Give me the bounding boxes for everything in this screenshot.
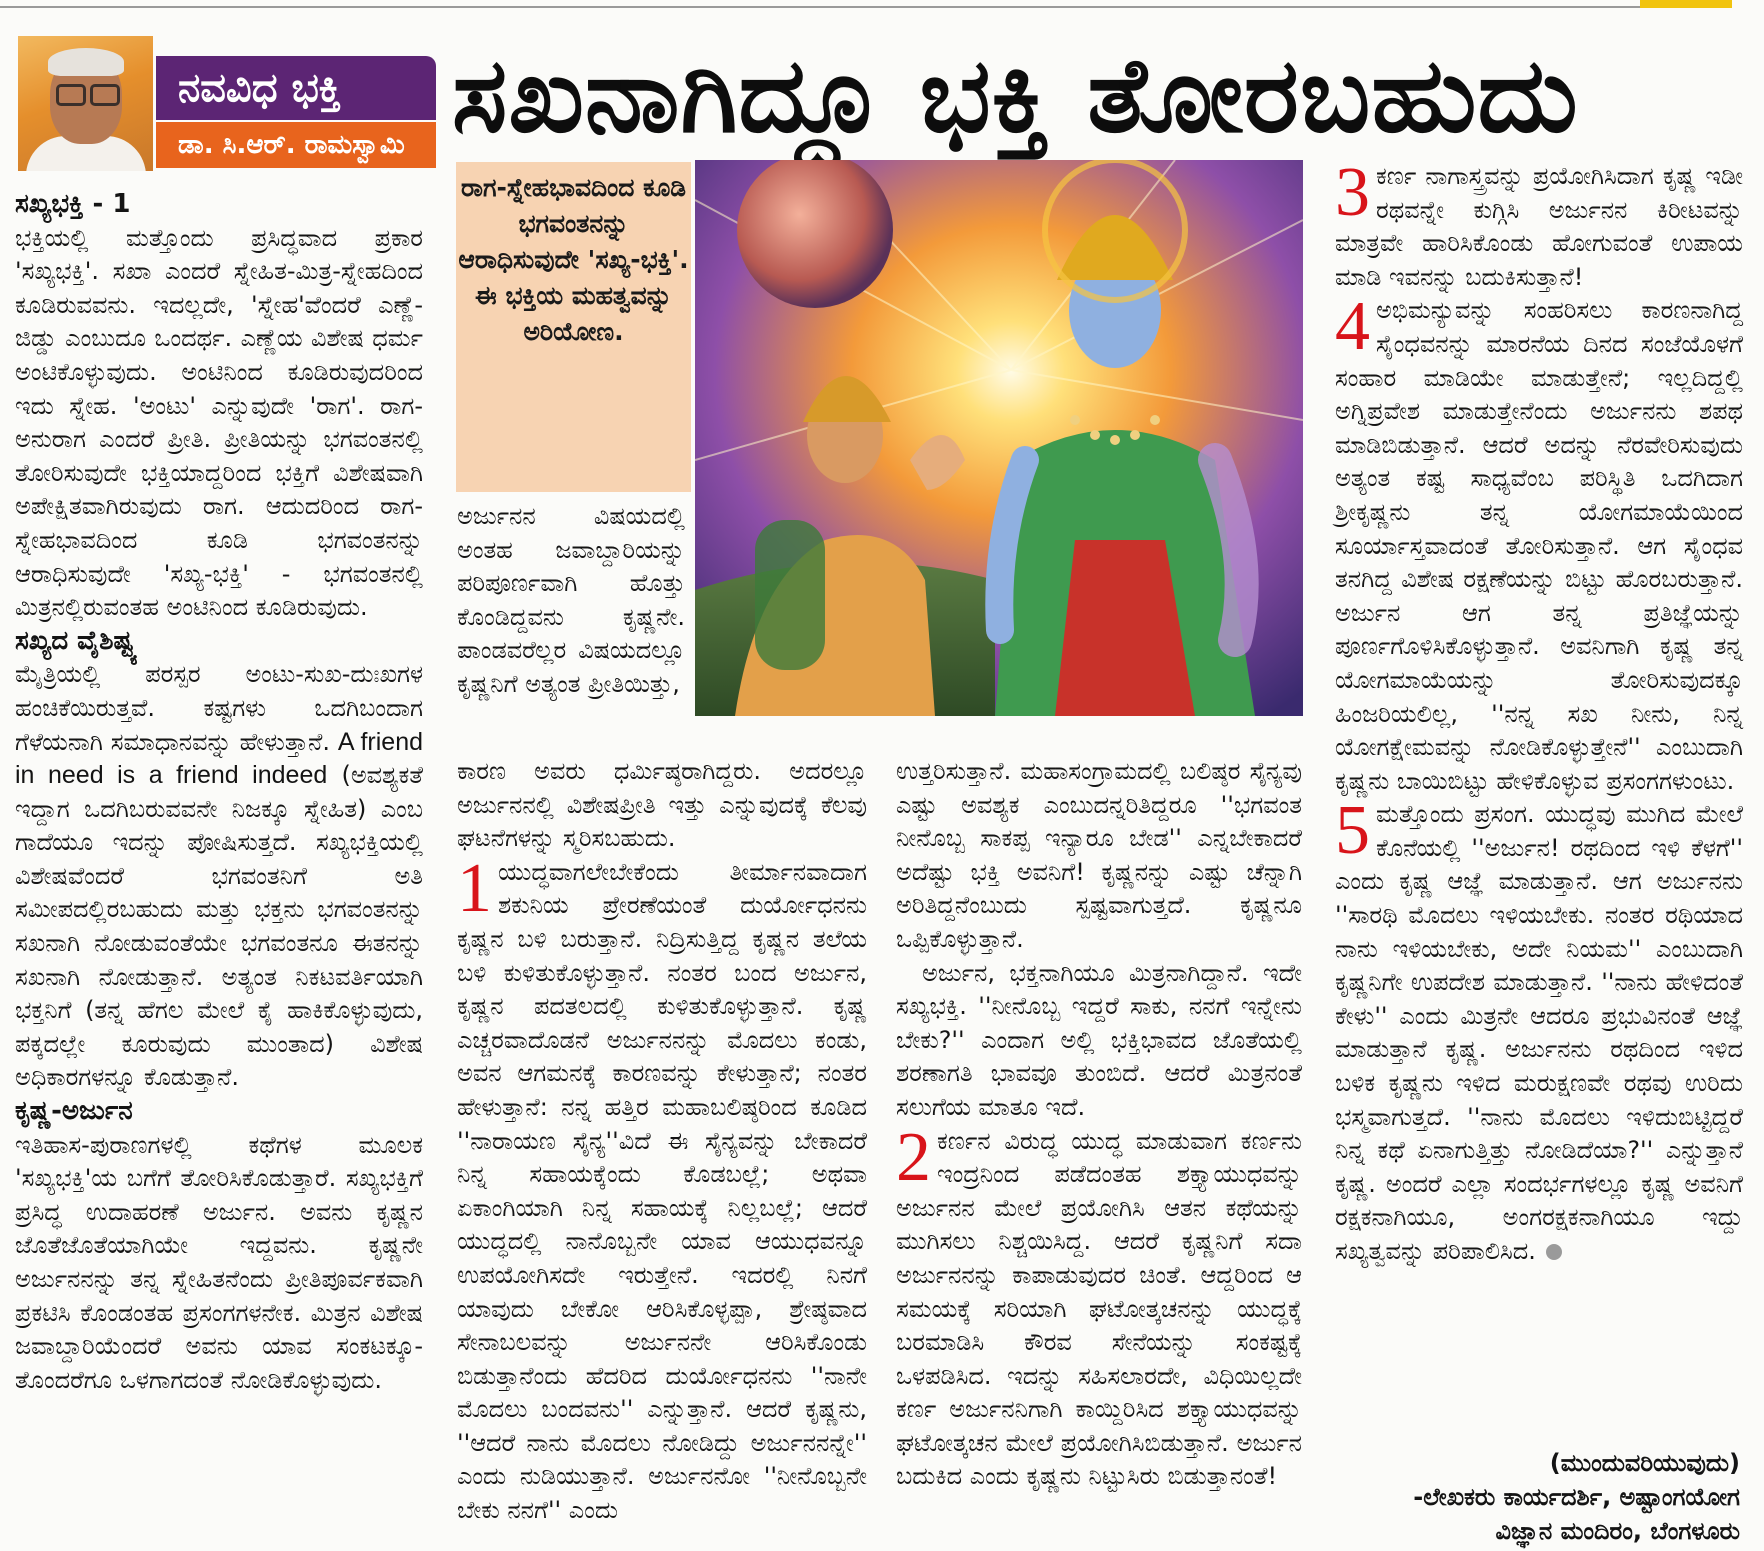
point-number: 1	[457, 849, 492, 927]
end-mark-icon	[1546, 1244, 1562, 1260]
paragraph: ಮೈತ್ರಿಯಲ್ಲಿ ಪರಸ್ಪರ ಅಂಟು-ಸುಖ-ದುಃಖಗಳ ಹಂಚಿಕೆಯಿರುತ್ತವೆ. ಕಷ್ಟಗಳು ಒದಗಿಬಂದಾಗ ಗೆಳೆಯನಾಗಿ ಸಮಾಧಾನವನ್ನು ಹೇಳುತ್ತಾನೆ. A friend in need is a friend indeed (ಅವಶ್ಯಕತೆ ಇದ್ದಾಗ ಒದಗಿಬರುವವನೇ ನಿಜಕ್ಕೂ ಸ್ನೇಹಿತ) ಎಂಬ ಗಾದೆಯೂ ಇದನ್ನು ಪೋಷಿಸುತ್ತದೆ. ಸಖ್ಯಭಕ್ತಿಯಲ್ಲಿ ವಿಶೇಷವೆಂದರೆ ಭಗವಂತನಿಗೆ ಅತಿ ಸಮೀಪದಲ್ಲಿರಬಹುದು ಮತ್ತು ಭಕ್ತನು ಭಗವಂತನನ್ನು ಸಖನಾಗಿ ನೋಡುವಂತೆಯೇ ಭಗವಂತನೂ ಈತನನ್ನು ಸಖನಾಗಿ ನೋಡುತ್ತಾನೆ. ಅತ್ಯಂತ ನಿಕಟವರ್ತಿಯಾಗಿ ಭಕ್ತನಿಗೆ (ತನ್ನ ಹೆಗಲ ಮೇಲೆ ಕೈ ಹಾಕಿಕೊಳ್ಳುವುದು, ಪಕ್ಕದಲ್ಲೇ ಕೂರುವುದು ಮುಂತಾದ) ವಿಶೇಷ ಅಧಿಕಾರಗಳನ್ನೂ ಕೊಡುತ್ತಾನೆ.	[15, 660, 423, 1092]
column-2-top	[457, 500, 685, 702]
paragraph: ಕಾರಣ ಅವರು ಧರ್ಮಿಷ್ಠರಾಗಿದ್ದರು. ಅದರಲ್ಲೂ ಅರ್ಜುನನಲ್ಲಿ ವಿಶೇಷಪ್ರೀತಿ ಇತ್ತು ಎನ್ನುವುದಕ್ಕೆ ಕೆಲವು ಘಟನೆಗಳನ್ನು ಸ್ಮರಿಸಬಹುದು.	[457, 757, 867, 853]
point-number: 3	[1335, 154, 1370, 231]
paragraph: 4 ಅಭಿಮನ್ಯುವನ್ನು ಸಂಹರಿಸಲು ಕಾರಣನಾಗಿದ್ದ ಸೈಂಧವನನ್ನು ಮಾರನೆಯ ದಿನದ ಸಂಜೆಯೊಳಗೆ ಸಂಹಾರ ಮಾಡಿಯೇ ಮಾಡುತ್ತೇನೆ; ಇಲ್ಲದಿದ್ದಲ್ಲಿ ಅಗ್ನಿಪ್ರವೇಶ ಮಾಡುತ್ತೇನೆಂದು ಅರ್ಜುನನು ಶಪಥ ಮಾಡಿಬಿಡುತ್ತಾನೆ. ಆದರೆ ಅದನ್ನು ನೆರವೇರಿಸುವುದು ಅತ್ಯಂತ ಕಷ್ಟ ಸಾಧ್ಯವೆಂಬ ಪರಿಸ್ಥಿತಿ ಒದಗಿದಾಗ ಶ್ರೀಕೃಷ್ಣನು ತನ್ನ ಯೋಗಮಾಯೆಯಿಂದ ಸೂರ್ಯಾಸ್ತವಾದಂತೆ ತೋರಿಸುತ್ತಾನೆ. ಆಗ ಸೈಂಧವ ತನಗಿದ್ದ ವಿಶೇಷ ರಕ್ಷಣೆಯನ್ನು ಬಿಟ್ಟು ಹೊರಬರುತ್ತಾನೆ. ಅರ್ಜುನ ಆಗ ತನ್ನ ಪ್ರತಿಜ್ಞೆಯನ್ನು ಪೂರ್ಣಗೊಳಿಸಿಕೊಳ್ಳುತ್ತಾನೆ. ಅವನಿಗಾಗಿ ಕೃಷ್ಣ ತನ್ನ ಯೋಗಮಾಯೆಯನ್ನು ತೋರಿಸುವುದಕ್ಕೂ ಹಿಂಜರಿಯಲಿಲ್ಲ, ''ನನ್ನ ಸಖ ನೀನು, ನಿನ್ನ ಯೋಗಕ್ಷೇಮವನ್ನು ನೋಡಿಕೊಳ್ಳುತ್ತೇನೆ'' ಎಂಬುದಾಗಿ ಕೃಷ್ಣನು ಬಾಯಿಬಿಟ್ಟು ಹೇಳಿಕೊಳ್ಳುವ ಪ್ರಸಂಗಗಳುಂಟು.	[1335, 288, 1743, 795]
column-1	[15, 188, 423, 1397]
point-number: 2	[896, 1118, 931, 1196]
english-proverb: A friend in need is a friend indeed	[15, 727, 423, 790]
author-box	[18, 36, 418, 171]
subhead-sakhya-bhakti: ಸಖ್ಯಭಕ್ತಿ - 1	[15, 189, 131, 219]
subhead-krishna-arjuna: ಕೃಷ್ಣ-ಅರ್ಜುನ	[15, 1096, 133, 1127]
series-label: ನವವಿಧ ಭಕ್ತಿ	[156, 56, 436, 120]
point-number: 5	[1335, 792, 1370, 870]
paragraph: ಅರ್ಜುನ, ಭಕ್ತನಾಗಿಯೂ ಮಿತ್ರನಾಗಿದ್ದಾನೆ. ಇದೇ ಸಖ್ಯಭಕ್ತಿ. ''ನೀನೊಬ್ಬ ಇದ್ದರೆ ಸಾಕು, ನನಗೆ ಇನ್ನೇನು ಬೇಕು?'' ಎಂದಾಗ ಅಲ್ಲಿ ಭಕ್ತಿಭಾವದ ಜೊತೆಯಲ್ಲಿ ಶರಣಾಗತಿ ಭಾವವೂ ತುಂಬಿದೆ. ಆದರೆ ಮಿತ್ರನಂತೆ ಸಲುಗೆಯ ಮಾತೂ ಇದೆ.	[896, 958, 1302, 1121]
headline: ಸಖನಾಗಿದ್ದೂ ಭಕ್ತಿ ತೋರಬಹುದು	[452, 34, 1579, 156]
paragraph: ಇತಿಹಾಸ-ಪುರಾಣಗಳಲ್ಲಿ ಕಥೆಗಳ ಮೂಲಕ 'ಸಖ್ಯಭಕ್ತಿ'ಯ ಬಗೆಗೆ ತೋರಿಸಿಕೊಡುತ್ತಾರೆ. ಸಖ್ಯಭಕ್ತಿಗೆ ಪ್ರಸಿದ್ಧ ಉದಾಹರಣೆ ಅರ್ಜುನ. ಅವನು ಕೃಷ್ಣನ ಜೊತೆಜೊತೆಯಾಗಿಯೇ ಇದ್ದವನು. ಕೃಷ್ಣನೇ ಅರ್ಜುನನನ್ನು ತನ್ನ ಸ್ನೇಹಿತನೆಂದು ಪ್ರೀತಿಪೂರ್ವಕವಾಗಿ ಪ್ರಕಟಿಸಿ ಕೊಂಡಂತಹ ಪ್ರಸಂಗಗಳನೇಕ. ಮಿತ್ರನ ವಿಶೇಷ ಜವಾಬ್ದಾರಿಯೆಂದರೆ ಅವನು ಯಾವ ಸಂಕಟಕ್ಕೂ-ತೊಂದರೆಗೂ ಒಳಗಾಗದಂತೆ ನೋಡಿಕೊಳ್ಳುವುದು.	[15, 1130, 423, 1394]
author-designation: -ಲೇಖಕರು ಕಾರ್ಯದರ್ಶಿ, ಅಷ್ಟಾಂಗಯೋಗ	[1413, 1483, 1740, 1511]
author-photo	[18, 36, 153, 171]
column-3	[896, 755, 1302, 1494]
column-4	[1335, 154, 1743, 1269]
paragraph: 1 ಯುದ್ಧವಾಗಲೇಬೇಕೆಂದು ತೀರ್ಮಾನವಾದಾಗ ಶಕುನಿಯ ಪ್ರೇರಣೆಯಂತೆ ದುರ್ಯೋಧನನು ಕೃಷ್ಣನ ಬಳಿ ಬರುತ್ತಾನೆ. ನಿದ್ರಿಸುತ್ತಿದ್ದ ಕೃಷ್ಣನ ತಲೆಯ ಬಳಿ ಕುಳಿತುಕೊಳ್ಳುತ್ತಾನೆ. ನಂತರ ಬಂದ ಅರ್ಜುನ, ಕೃಷ್ಣನ ಪದತಲದಲ್ಲಿ ಕುಳಿತುಕೊಳ್ಳುತ್ತಾನೆ. ಕೃಷ್ಣ ಎಚ್ಚರವಾದೊಡನೆ ಅರ್ಜುನನನ್ನು ಮೊದಲು ಕಂಡು, ಅವನ ಆಗಮನಕ್ಕೆ ಕಾರಣವನ್ನು ಕೇಳುತ್ತಾನೆ; ನಂತರ ಹೇಳುತ್ತಾನೆ: ನನ್ನ ಹತ್ತಿರ ಮಹಾಬಲಿಷ್ಠರಿಂದ ಕೂಡಿದ ''ನಾರಾಯಣ ಸೈನ್ಯ''ವಿದೆ ಈ ಸೈನ್ಯವನ್ನು ಬೇಕಾದರೆ ನಿನ್ನ ಸಹಾಯಕ್ಕೆಂದು ಕೊಡಬಲ್ಲೆ; ಅಥವಾ ಏಕಾಂಗಿಯಾಗಿ ನಿನ್ನ ಸಹಾಯಕ್ಕೆ ನಿಲ್ಲಬಲ್ಲೆ; ಆದರೆ ಯುದ್ಧದಲ್ಲಿ ನಾನೊಬ್ಬನೇ ಯಾವ ಆಯುಧವನ್ನೂ ಉಪಯೋಗಿಸದೇ ಇರುತ್ತೇನೆ. ಇದರಲ್ಲಿ ನಿನಗೆ ಯಾವುದು ಬೇಕೋ ಆರಿಸಿಕೊಳ್ಳಪ್ಪಾ, ಶ್ರೇಷ್ಠವಾದ ಸೇನಾಬಲವನ್ನು ಅರ್ಜುನನೇ ಆರಿಸಿಕೊಂಡು ಬಿಡುತ್ತಾನೆಂದು ಹೆದರಿದ ದುರ್ಯೋಧನನು ''ನಾನೇ ಮೊದಲು ಬಂದವನು'' ಎನ್ನುತ್ತಾನೆ. ಆದರೆ ಕೃಷ್ಣನು, ''ಆದರೆ ನಾನು ಮೊದಲು ನೋಡಿದ್ದು ಅರ್ಜುನನನ್ನೇ'' ಎಂದು ನುಡಿಯುತ್ತಾನೆ. ಅರ್ಜುನನೋ ''ನೀನೊಬ್ಬನೇ ಬೇಕು ನನಗೆ'' ಎಂದು	[457, 849, 867, 1525]
top-color-bar	[1640, 0, 1732, 8]
paragraph: 5 ಮತ್ತೊಂದು ಪ್ರಸಂಗ. ಯುದ್ಧವು ಮುಗಿದ ಮೇಲೆ ಕೊನೆಯಲ್ಲಿ ''ಅರ್ಜುನ! ರಥದಿಂದ ಇಳಿ ಕೆಳಗೆ'' ಎಂದು ಕೃಷ್ಣ ಆಜ್ಞೆ ಮಾಡುತ್ತಾನೆ. ಆಗ ಅರ್ಜುನನು ''ಸಾರಥಿ ಮೊದಲು ಇಳಿಯಬೇಕು. ನಂತರ ರಥಿಯಾದ ನಾನು ಇಳಿಯಬೇಕು, ಅದೇ ನಿಯಮ'' ಎಂಬುದಾಗಿ ಕೃಷ್ಣನಿಗೇ ಉಪದೇಶ ಮಾಡುತ್ತಾನೆ. ''ನಾನು ಹೇಳಿದಂತೆ ಕೇಳು'' ಎಂದು ಮಿತ್ರನೇ ಆದರೂ ಪ್ರಭುವಿನಂತೆ ಆಜ್ಞೆ ಮಾಡುತ್ತಾನೆ ಕೃಷ್ಣ. ಅರ್ಜುನನು ರಥದಿಂದ ಇಳಿದ ಬಳಿಕ ಕೃಷ್ಣನು ಇಳಿದ ಮರುಕ್ಷಣವೇ ರಥವು ಉರಿದು ಭಸ್ಮವಾಗುತ್ತದೆ. ''ನಾನು ಮೊದಲು ಇಳಿದುಬಿಟ್ಟಿದ್ದರೆ ನಿನ್ನ ಕಥೆ ಏನಾಗುತ್ತಿತ್ತು ನೋಡಿದೆಯಾ?'' ಎನ್ನುತ್ತಾನೆ ಕೃಷ್ಣ. ಅಂದರೆ ಎಲ್ಲಾ ಸಂದರ್ಭಗಳಲ್ಲೂ ಕೃಷ್ಣ ಅವನಿಗೆ ರಕ್ಷಕನಾಗಿಯೂ, ಅಂಗರಕ್ಷಕನಾಗಿಯೂ ಇದ್ದು ಸಖ್ಯತ್ವವನ್ನು ಪರಿಪಾಲಿಸಿದ.	[1335, 792, 1743, 1265]
paragraph: ಅರ್ಜುನನ ವಿಷಯದಲ್ಲಿ ಅಂತಹ ಜವಾಬ್ದಾರಿಯನ್ನು ಪರಿಪೂರ್ಣವಾಗಿ ಹೊತ್ತು ಕೊಂಡಿದ್ದವನು ಕೃಷ್ಣನೇ. ಪಾಂಡವರೆಲ್ಲರ ವಿಷಯದಲ್ಲೂ ಕೃಷ್ಣನಿಗೆ ಅತ್ಯಂತ ಪ್ರೀತಿಯಿತ್ತು,	[457, 502, 685, 698]
subhead-sakhya-feature: ಸಖ್ಯದ ವೈಶಿಷ್ಟ್ಯ	[15, 625, 138, 656]
column-2	[457, 755, 867, 1528]
continued-note: (ಮುಂದುವರಿಯುವುದು)	[1549, 1449, 1740, 1477]
author-institution: ವಿಜ್ಞಾನ ಮಂದಿರಂ, ಬೆಂಗಳೂರು	[1495, 1517, 1740, 1545]
author-name: ಡಾ. ಸಿ.ಆರ್. ರಾಮಸ್ವಾಮಿ	[156, 122, 436, 168]
paragraph: ಉತ್ತರಿಸುತ್ತಾನೆ. ಮಹಾಸಂಗ್ರಾಮದಲ್ಲಿ ಬಲಿಷ್ಠರ ಸೈನ್ಯವು ಎಷ್ಟು ಅವಶ್ಯಕ ಎಂಬುದನ್ನರಿತಿದ್ದರೂ ''ಭಗವಂತ ನೀನೊಬ್ಬ ಸಾಕಪ್ಪ ಇನ್ಯಾರೂ ಬೇಡ'' ಎನ್ನಬೇಕಾದರೆ ಅದೆಷ್ಟು ಭಕ್ತಿ ಅವನಿಗೆ! ಕೃಷ್ಣನನ್ನು ಎಷ್ಟು ಚೆನ್ನಾಗಿ ಅರಿತಿದ್ದನೆಂಬುದು ಸ್ಪಷ್ಟವಾಗುತ್ತದೆ. ಕೃಷ್ಣನೂ ಒಪ್ಪಿಕೊಳ್ಳುತ್ತಾನೆ.	[896, 757, 1302, 953]
paragraph: 2 ಕರ್ಣನ ವಿರುದ್ಧ ಯುದ್ಧ ಮಾಡುವಾಗ ಕರ್ಣನು ಇಂದ್ರನಿಂದ ಪಡೆದಂತಹ ಶಕ್ತ್ಯಾಯುಧವನ್ನು ಅರ್ಜುನನ ಮೇಲೆ ಪ್ರಯೋಗಿಸಿ ಆತನ ಕಥೆಯನ್ನು ಮುಗಿಸಲು ನಿಶ್ಚಯಿಸಿದ್ದ. ಆದರೆ ಕೃಷ್ಣನಿಗೆ ಸದಾ ಅರ್ಜುನನನ್ನು ಕಾಪಾಡುವುದರ ಚಿಂತೆ. ಆದ್ದರಿಂದ ಆ ಸಮಯಕ್ಕೆ ಸರಿಯಾಗಿ ಘಟೋತ್ಕಚನನ್ನು ಯುದ್ಧಕ್ಕೆ ಬರಮಾಡಿಸಿ ಕೌರವ ಸೇನೆಯನ್ನು ಸಂಕಷ್ಟಕ್ಕೆ ಒಳಪಡಿಸಿದ. ಇದನ್ನು ಸಹಿಸಲಾರದೇ, ವಿಧಿಯಿಲ್ಲದೇ ಕರ್ಣ ಅರ್ಜುನನಿಗಾಗಿ ಕಾಯ್ದಿರಿಸಿದ ಶಕ್ತ್ಯಾಯುಧವನ್ನು ಘಟೋತ್ಕಚನ ಮೇಲೆ ಪ್ರಯೋಗಿಸಿಬಿಡುತ್ತಾನೆ. ಅರ್ಜುನ ಬದುಕಿದ ಎಂದು ಕೃಷ್ಣನು ನಿಟ್ಟುಸಿರು ಬಿಡುತ್ತಾನಂತೆ!	[896, 1118, 1302, 1491]
pull-quote: ರಾಗ-ಸ್ನೇಹಭಾವದಿಂದ ಕೂಡಿ ಭಗವಂತನನ್ನು ಆರಾಧಿಸುವುದೇ 'ಸಖ್ಯ-ಭಕ್ತಿ'. ಈ ಭಕ್ತಿಯ ಮಹತ್ವವನ್ನು ಅರಿಯೋಣ.	[456, 162, 691, 492]
signoff	[1330, 1446, 1740, 1548]
paragraph: 3 ಕರ್ಣ ನಾಗಾಸ್ತ್ರವನ್ನು ಪ್ರಯೋಗಿಸಿದಾಗ ಕೃಷ್ಣ ಇಡೀ ರಥವನ್ನೇ ಕುಗ್ಗಿಸಿ ಅರ್ಜುನನ ಕಿರೀಟವನ್ನು ಮಾತ್ರವೇ ಹಾರಿಸಿಕೊಂಡು ಹೋಗುವಂತೆ ಉಪಾಯ ಮಾಡಿ ಇವನನ್ನು ಬದುಕಿಸುತ್ತಾನೆ!	[1335, 154, 1743, 291]
point-number: 4	[1335, 288, 1370, 366]
krishna-arjuna-illustration	[695, 160, 1303, 716]
top-rule	[0, 6, 1640, 8]
paragraph: ಭಕ್ತಿಯಲ್ಲಿ ಮತ್ತೊಂದು ಪ್ರಸಿದ್ಧವಾದ ಪ್ರಕಾರ 'ಸಖ್ಯಭಕ್ತಿ'. ಸಖಾ ಎಂದರೆ ಸ್ನೇಹಿತ-ಮಿತ್ರ-ಸ್ನೇಹದಿಂದ ಕೂಡಿರುವವನು. ಇದಲ್ಲದೇ, 'ಸ್ನೇಹ'ವೆಂದರೆ ಎಣ್ಣೆ-ಜಿಡ್ಡು ಎಂಬುದೂ ಒಂದರ್ಥ. ಎಣ್ಣೆಯ ವಿಶೇಷ ಧರ್ಮ ಅಂಟಿಕೊಳ್ಳುವುದು. ಅಂಟಿನಿಂದ ಕೂಡಿರುವುದರಿಂದ ಇದು ಸ್ನೇಹ. 'ಅಂಟು' ಎನ್ನುವುದೇ 'ರಾಗ'. ರಾಗ-ಅನುರಾಗ ಎಂದರೆ ಪ್ರೀತಿ. ಪ್ರೀತಿಯನ್ನು ಭಗವಂತನಲ್ಲಿ ತೋರಿಸುವುದೇ ಭಕ್ತಿಯಾದ್ದರಿಂದ ಭಕ್ತಿಗೆ ವಿಶೇಷವಾಗಿ ಅಪೇಕ್ಷಿತವಾಗಿರುವುದು ರಾಗ. ಆದುದರಿಂದ ರಾಗ-ಸ್ನೇಹಭಾವದಿಂದ ಕೂಡಿ ಭಗವಂತನನ್ನು ಆರಾಧಿಸುವುದೇ 'ಸಖ್ಯ-ಭಕ್ತಿ' - ಭಗವಂತನಲ್ಲಿ ಮಿತ್ರನಲ್ಲಿರುವಂತಹ ಅಂಟಿನಿಂದ ಕೂಡಿರುವುದು.	[15, 223, 423, 622]
